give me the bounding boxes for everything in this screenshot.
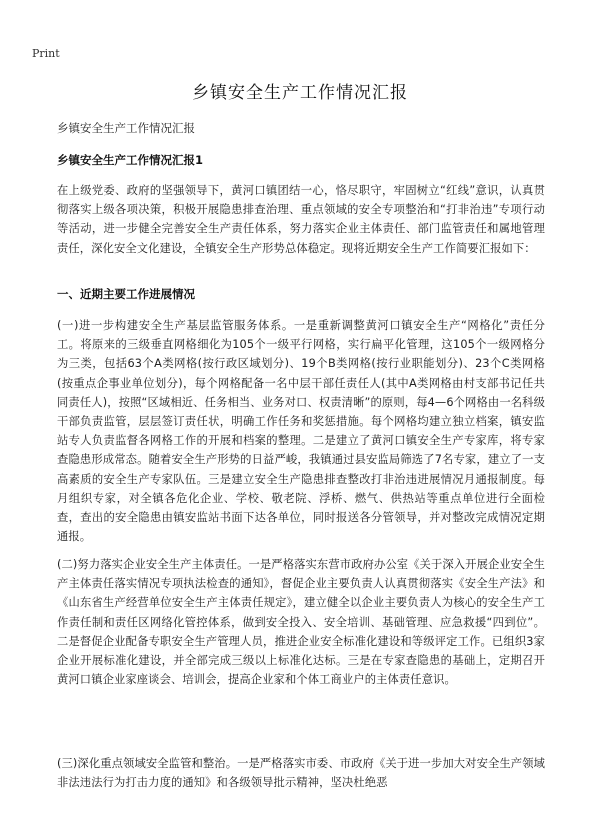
paragraph-enterprise-responsibility: (二)努力落实企业安全生产主体责任。一是严格落实东营市政府办公室《关于深入开展企业安全生产主体责任落实情况专项执法检查的通知》，督促企业主要负责人认真贯彻落实《安全生产法》和《山东省生产经营单位安全生产主体责任规定》，建立健全以企业主要负责人为核心的安全生产工作责任制和责任区网络化管控体系，做到安全投入、安全培训、基础管理、应急救援“四到位”。二是督促企业配备专职安全生产管理人员，推进企业安全标准化建设和等级评定工作。已组织3家企业开展标准化建设，并全部完成三级以上标准化达标。三是在专家查隐患的基础上，定期召开黄河口镇企业家座谈会、培训会，提高企业家和个体工商业户的主体责任意识。	[57, 558, 545, 687]
document-subtitle: 乡镇安全生产工作情况汇报	[57, 121, 195, 135]
print-link[interactable]: Print	[32, 47, 60, 60]
intro-paragraph: 在上级党委、政府的坚强领导下，黄河口镇团结一心，恪尽职守，牢固树立“红线”意识，认真贯彻落实上级各项决策，积极开展隐患排查治理、重点领域的安全专项整治和“打非治违”专项行动等活动，进一步健全完善安全生产责任体系，努力落实企业主体责任、部门监管责任和属地管理责任，深化安全文化建设，全镇安全生产形势总体稳定。现将近期安全生产工作简要汇报如下：	[57, 184, 545, 255]
paragraph-supervision-system: (一)进一步构建安全生产基层监管服务体系。一是重新调整黄河口镇安全生产“网格化”责任分工。将原来的三级垂直网格细化为105个一级平行网格，实行扁平化管理，这105个一级网格分为三类，包括63个A类网格(按行政区域划分)、19个B类网格(按行业职能划分)、23个C类网格(按重点企事业单位划分)，每个网格配备一名中层干部任责任人(其中A类网格由村支部书记任共同责任人)，按照“区域相近、任务相当、业务对口、权责清晰”的原则，每4—6个网格由一名科级干部负责监管，层层签订责任状，明确工作任务和奖惩措施。每个网格均建立独立档案，镇安监站专人负责监督各网格工作的开展和档案的整理。二是建立了黄河口镇安全生产专家库，将专家查隐患形成常态。随着安全生产形势的日益严峻，我镇通过县安监局筛选了7名专家，建立了一支高素质的安全生产专家队伍。三是建立安全生产隐患排查整改打非治违进展情况月通报制度。每月组织专家，对全镇各危化企业、学校、敬老院、浮桥、燃气、供热站等重点单位进行全面检查，查出的安全隐患由镇安监站书面下达各单位，同时报送各分管领导，并对整改完成情况定期通报。	[57, 319, 545, 544]
section-heading-progress: 一、近期主要工作进展情况	[57, 287, 195, 301]
paragraph-key-areas: (三)深化重点领域安全监管和整治。一是严格落实市委、市政府《关于进一步加大对安全生产领域非法违法行为打击力度的通知》和各级领导批示精神，坚决杜绝恶	[57, 757, 545, 790]
page-title: 乡镇安全生产工作情况汇报	[192, 83, 408, 103]
report-heading: 乡镇安全生产工作情况汇报1	[57, 153, 204, 167]
